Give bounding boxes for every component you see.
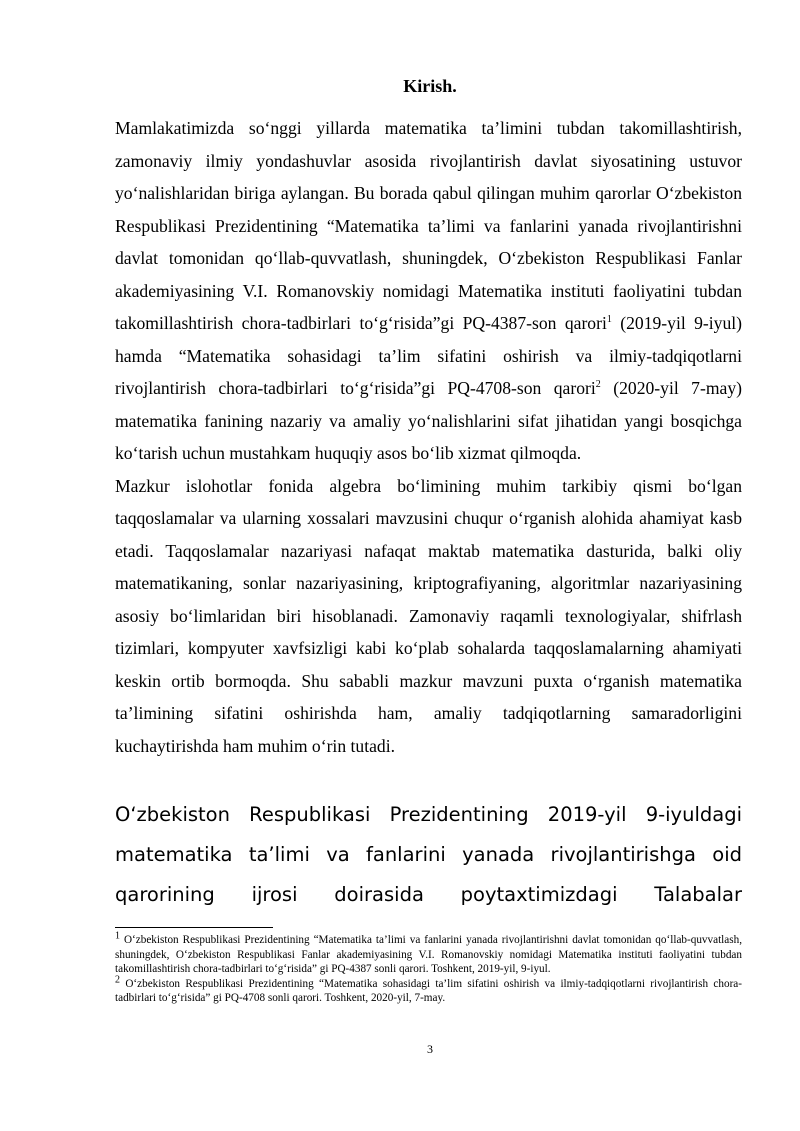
footnote-reference-1[interactable]: 1 <box>606 314 612 326</box>
paragraph-1-text-c: (2020-yil 7-may) matematika fanining nazariy va amaliy yo‘nalishlarini sifat jihatidan yangi bosqichga ko‘tarish uchun mustahkam huquqiy asos bo‘lib xizmat qilmoqda. <box>115 378 742 463</box>
paragraph-3: O‘zbekiston Respublikasi Prezidentining 2019-yil 9-iyuldagi matematika ta’limi va fanlarini yanada rivojlantirishga oid qarorining ijrosi doirasida poytaxtimizdagi Talabalar <box>115 803 742 906</box>
footnotes <box>115 930 742 1006</box>
paragraph-1-text-a: Mamlakatimizda so‘nggi yillarda matematika ta’limini tubdan takomillashtirish, zamonaviy ilmiy yondashuvlar asosida rivojlantirish davlat siyosatining ustuvor yo‘nalishlaridan biriga aylangan. Bu borada qabul qilingan muhim qarorlar O‘zbekiston Respublikasi Prezidentining “Matematika ta’limi va fanlarini yanada rivojlantirishni davlat tomonidan qo‘llab-quvvatlash, shuningdek, O‘zbekiston Respublikasi Fanlar akademiyasining V.I. Romanovskiy nomidagi Matematika instituti faoliyatini tubdan takomillashtirish chora-tadbirlari to‘g‘risida”gi PQ-4387-son qarori <box>115 118 742 333</box>
page-number: 3 <box>427 1042 433 1056</box>
footnote-reference-2[interactable]: 2 <box>595 379 601 391</box>
footnote-1-text: O‘zbekiston Respublikasi Prezidentining “Matematika ta’limi va fanlarini yanada rivojlantirishni davlat tomonidan qo‘llab-quvvatlash, shuningdek, O‘zbekiston Respublikasi Fanlar akademiyasining V.I. Romanovskiy nomidagi Matematika instituti faoliyatini tubdan takomillashtirish chora-tadbirlari to‘g‘risida” gi PQ-4387 sonli qarori. Toshkent, 2019-yil, 9-iyul. <box>115 934 742 975</box>
footnote-1 <box>115 930 742 977</box>
footnote-2-text: O‘zbekiston Respublikasi Prezidentining “Matematika sohasidagi ta’lim sifatini oshirish va ilmiy-tadqiqotlarni rivojlantirish chora-tadbirlari to‘g‘risida” gi PQ-4708 sonli qarori. Toshkent, 2020-yil, 7-may. <box>115 977 742 1004</box>
footnote-2-marker: 2 <box>115 973 120 985</box>
body-text <box>115 112 742 762</box>
section-title: Kirish. <box>403 76 457 96</box>
footnote-separator <box>115 927 273 928</box>
paragraph-1 <box>115 112 742 470</box>
paragraph-2: Mazkur islohotlar fonida algebra bo‘limining muhim tarkibiy qismi bo‘lgan taqqoslamalar va ularning xossalari mavzusini chuqur o‘rganish alohida ahamiyat kasb etadi. Taqqoslamalar nazariyasi nafaqat maktab matematika dasturida, balki oliy matematikaning, sonlar nazariyasining, kriptografiyaning, algoritmlar nazariyasining asosiy bo‘limlaridan biri hisoblanadi. Zamonaviy raqamli texnologiyalar, shifrlash tizimlari, kompyuter xavfsizligi kabi ko‘plab sohalarda taqqoslamalarning ahamiyati keskin ortib bormoqda. Shu sababli mazkur mavzuni puxta o‘rganish matematika ta’limining sifatini oshirishda ham, amaliy tadqiqotlarning samaradorligini kuchaytirishda ham muhim o‘rin tutadi. <box>115 475 742 756</box>
paragraph-1-text-b: (2019-yil 9-iyul) hamda “Matematika sohasidagi ta’lim sifatini oshirish va ilmiy-tadqiqotlarni rivojlantirish chora-tadbirlari to‘g‘risida”gi PQ-4708-son qarori <box>115 313 742 398</box>
footnote-1-marker: 1 <box>115 930 120 942</box>
footnote-2 <box>115 973 742 1006</box>
